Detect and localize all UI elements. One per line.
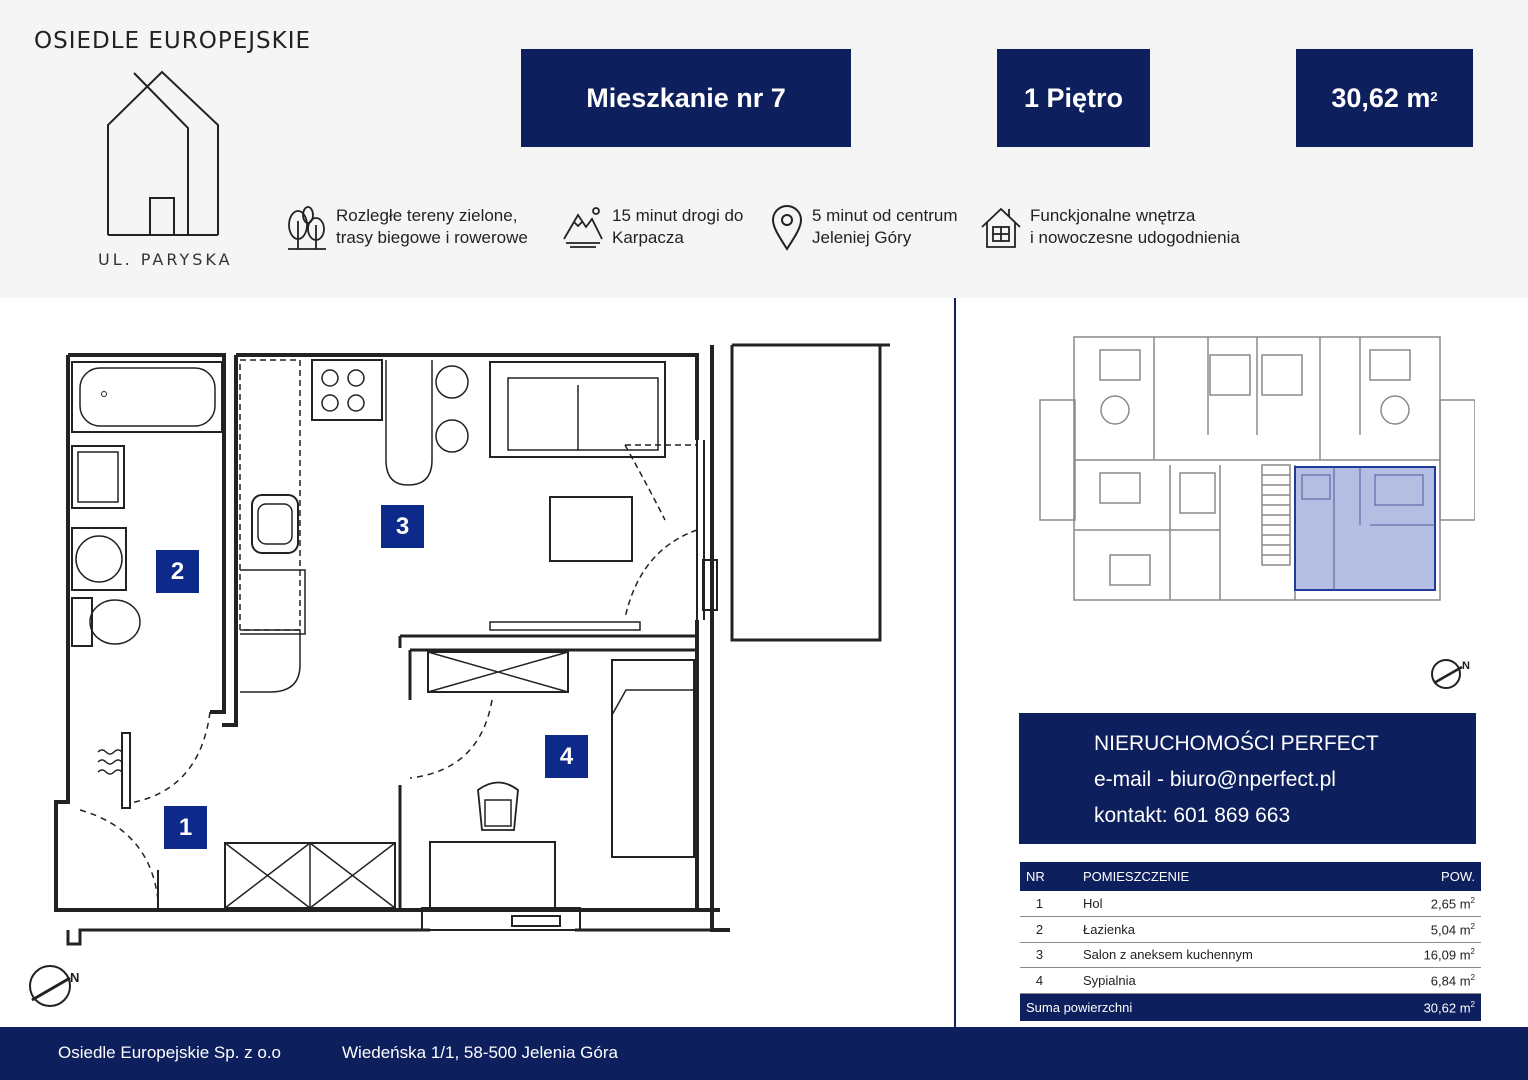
floor-plan [0, 298, 950, 1027]
table-sum-row [1020, 993, 1481, 1021]
row-area [1376, 942, 1481, 968]
sum-label: Suma powierzchni [1020, 993, 1376, 1021]
floor-label: 1 Piętro [1023, 82, 1124, 113]
house-icon [980, 205, 1022, 251]
row-area-unit: 2 [1470, 921, 1475, 931]
location-pin-icon [770, 205, 804, 251]
table-row [1020, 968, 1481, 994]
row-area-unit: 2 [1470, 947, 1475, 957]
feature-karpacz [562, 205, 743, 251]
row-name: Salon z aneksem kuchennym [1077, 942, 1376, 968]
table-row [1020, 917, 1481, 943]
contact-box [1019, 713, 1476, 844]
header-nr: NR [1020, 862, 1077, 891]
row-area-value: 2,65 m [1430, 896, 1471, 912]
trees-icon [286, 205, 328, 251]
area-box [1296, 49, 1473, 147]
sum-area-value: 30,62 m [1423, 999, 1471, 1015]
sum-area [1376, 993, 1481, 1021]
footer-company: Osiedle Europejskie Sp. z o.o [58, 1043, 282, 1062]
floor-box [997, 49, 1150, 147]
table-row [1020, 891, 1481, 917]
feature-center-line1: 5 minut od centrum [812, 206, 958, 225]
minimap-compass [1428, 655, 1474, 698]
room-badge-3: 3 [381, 505, 424, 548]
feature-green-areas [286, 205, 528, 251]
contact-email[interactable]: e-mail - biuro@nperfect.pl [1094, 768, 1336, 791]
footer [0, 1027, 1528, 1080]
row-area-unit: 2 [1470, 895, 1475, 905]
building-minimap [1030, 325, 1475, 610]
table-header-row [1020, 862, 1481, 891]
apartment-box [521, 49, 851, 147]
mountains-icon [562, 205, 604, 251]
sum-area-unit: 2 [1470, 999, 1475, 1009]
plan-compass-label: N [70, 970, 80, 985]
contact-company: NIERUCHOMOŚCI PERFECT [1094, 732, 1379, 755]
brand-logo [100, 70, 225, 245]
row-area-value: 16,09 m [1423, 947, 1471, 963]
vertical-divider [954, 298, 956, 1028]
area-superscript: 2 [1430, 88, 1438, 104]
row-nr: 1 [1020, 891, 1077, 917]
row-area [1376, 917, 1481, 943]
row-nr: 2 [1020, 917, 1077, 943]
row-area-unit: 2 [1470, 972, 1475, 982]
area-label: 30,62 m [1331, 82, 1431, 113]
room-badge-1: 1 [164, 806, 207, 849]
room-badge-4: 4 [545, 735, 588, 778]
feature-interiors-line1: Funckjonalne wnętrza [1030, 206, 1196, 225]
row-name: Łazienka [1077, 917, 1376, 943]
row-area [1376, 968, 1481, 994]
row-area-value: 6,84 m [1430, 972, 1471, 988]
feature-karpacz-line1: 15 minut drogi do [612, 206, 744, 225]
apartment-highlight [1295, 467, 1435, 590]
brand-title: OSIEDLE EUROPEJSKIE [34, 28, 312, 54]
row-nr: 3 [1020, 942, 1077, 968]
row-name: Hol [1077, 891, 1376, 917]
rooms-table [1020, 862, 1481, 1021]
apartment-label: Mieszkanie nr 7 [586, 82, 786, 113]
feature-karpacz-line2: Karpacza [612, 228, 684, 247]
plan-compass [26, 962, 86, 1015]
contact-phone[interactable]: kontakt: 601 869 663 [1094, 804, 1291, 827]
feature-interiors-line2: i nowoczesne udogodnienia [1030, 228, 1240, 247]
footer-address: Wiedeńska 1/1, 58-500 Jelenia Góra [342, 1043, 618, 1062]
room-badge-2: 2 [156, 550, 199, 593]
feature-interiors [980, 205, 1240, 251]
table-row [1020, 942, 1481, 968]
feature-city-center [770, 205, 958, 251]
header-room: POMIESZCZENIE [1077, 862, 1376, 891]
row-name: Sypialnia [1077, 968, 1376, 994]
row-area-value: 5,04 m [1430, 921, 1471, 937]
header-area: POW. [1376, 862, 1481, 891]
brand-subtitle: UL. PARYSKA [98, 250, 233, 269]
minimap-compass-label: N [1462, 660, 1470, 672]
feature-green-line1: Rozległe tereny zielone, [336, 206, 518, 225]
feature-center-line2: Jeleniej Góry [812, 228, 912, 247]
row-area [1376, 891, 1481, 917]
row-nr: 4 [1020, 968, 1077, 994]
feature-green-line2: trasy biegowe i rowerowe [336, 228, 528, 247]
